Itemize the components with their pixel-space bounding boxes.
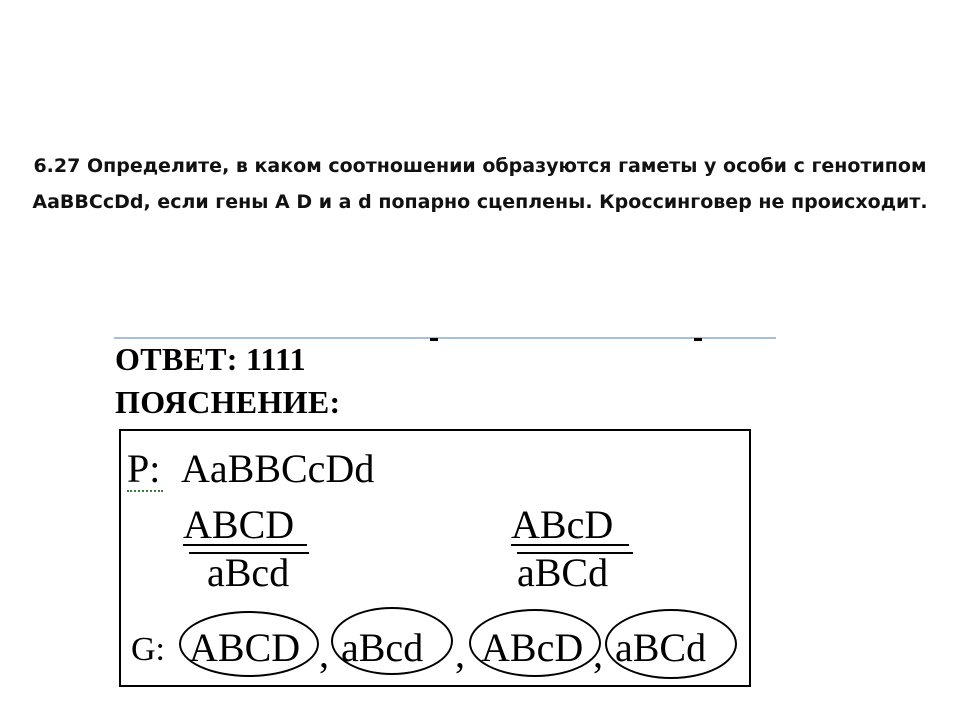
gamete-separator: , bbox=[593, 631, 603, 676]
dotted-underline bbox=[127, 490, 163, 492]
question-line-2: AaBBCcDd, если гены A D и a d попарно сцеплены. Кроссинговер не происходит. bbox=[32, 191, 928, 213]
gamete-2: aBcd bbox=[341, 625, 424, 670]
right-fraction-bar bbox=[511, 544, 629, 546]
parent-genotype: AaBBCcDd bbox=[181, 446, 375, 491]
divider-mark bbox=[694, 338, 702, 341]
gamete-separator: , bbox=[319, 631, 329, 676]
answer-text: ОТВЕТ: 1111 bbox=[115, 341, 306, 377]
gamete-label: G: bbox=[131, 631, 165, 668]
left-denominator: aBcd bbox=[207, 550, 290, 595]
divider-line bbox=[114, 337, 776, 339]
parent-label: P: bbox=[127, 446, 161, 491]
divider-mark bbox=[430, 338, 438, 341]
gamete-3: ABcD bbox=[481, 625, 584, 670]
right-numerator: ABcD bbox=[511, 502, 614, 547]
right-denominator: aBCd bbox=[517, 550, 609, 595]
genetics-scheme bbox=[119, 429, 751, 687]
question-line-1: 6.27 Определите, в каком соотношении образуются гаметы у особи с генотипом bbox=[33, 155, 927, 177]
gamete-separator: , bbox=[455, 631, 465, 676]
left-fraction-bar bbox=[183, 544, 307, 546]
gamete-4: aBCd bbox=[615, 625, 707, 670]
left-numerator: ABCD bbox=[183, 502, 295, 547]
explanation-label: ПОЯСНЕНИЕ: bbox=[115, 384, 341, 420]
question-text bbox=[20, 148, 940, 220]
gamete-1: ABCD bbox=[189, 625, 301, 670]
